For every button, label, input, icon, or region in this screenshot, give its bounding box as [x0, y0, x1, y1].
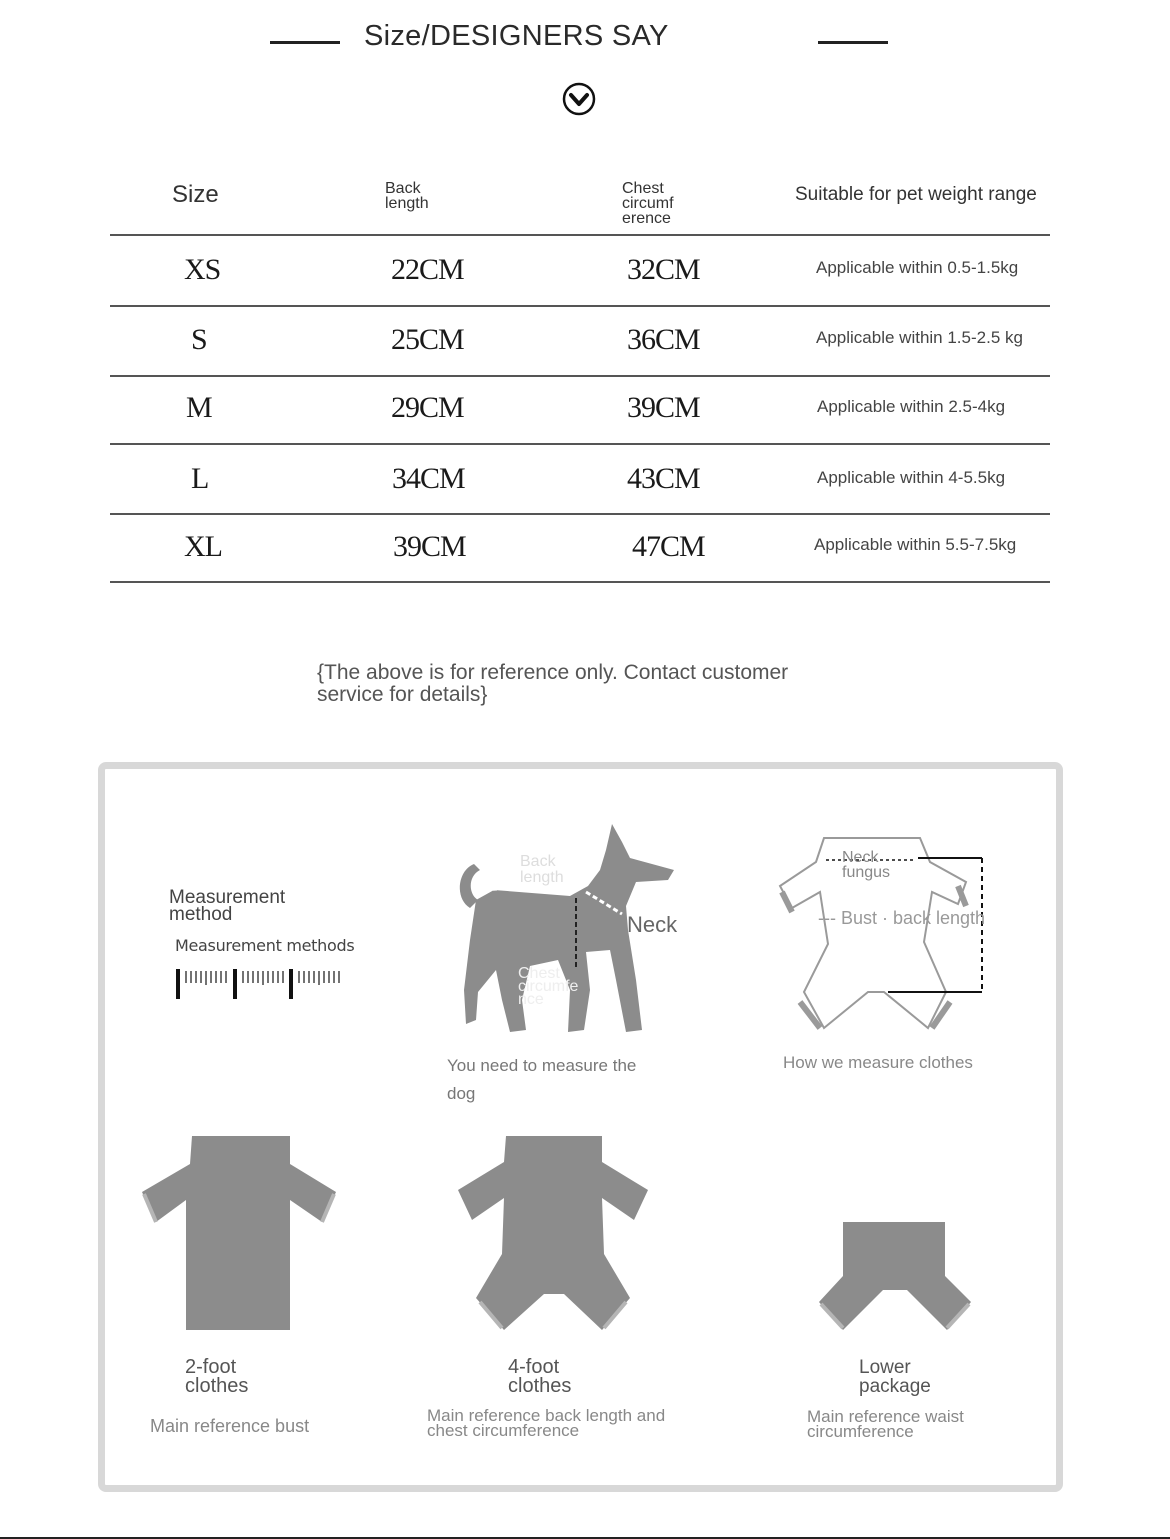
dog-caption: You need to measure the dog — [447, 1056, 637, 1103]
column-header-weight: Suitable for pet weight range — [795, 184, 1037, 205]
four-foot-clothes-icon — [454, 1134, 654, 1334]
cell-size: L — [191, 462, 209, 495]
dog-back-length-label: Back length — [520, 853, 564, 886]
cell-size: XL — [184, 530, 222, 563]
page-title: Size/DESIGNERS SAY — [364, 20, 669, 52]
cell-weight: Applicable within 2.5-4kg — [817, 397, 1006, 416]
cell-chest: 32CM — [627, 253, 700, 286]
cell-size: M — [186, 391, 212, 424]
header-divider-right — [818, 41, 888, 44]
clothes-caption: How we measure clothes — [783, 1053, 973, 1072]
table-rule — [110, 305, 1050, 307]
cell-chest: 43CM — [627, 462, 700, 495]
cell-chest: 36CM — [627, 323, 700, 356]
reference-note: {The above is for reference only. Contact customer service for details} — [317, 661, 789, 706]
cell-back-length: 34CM — [392, 462, 465, 495]
column-header-chest: Chest circumf erence — [622, 180, 674, 227]
column-header-size: Size — [172, 181, 219, 208]
measurement-method-title: Measurement method — [169, 887, 286, 925]
cell-weight: Applicable within 5.5-7.5kg — [814, 535, 1017, 554]
cell-weight: Applicable within 0.5-1.5kg — [816, 258, 1019, 277]
table-rule — [110, 513, 1050, 515]
table-rule — [110, 443, 1050, 445]
four-foot-clothes-title: 4-foot clothes — [508, 1356, 572, 1397]
table-rule — [110, 375, 1050, 377]
cell-weight: Applicable within 4-5.5kg — [817, 468, 1006, 487]
dog-chest-label: Chest circumfe nce — [518, 965, 579, 1008]
cell-back-length: 29CM — [391, 391, 464, 424]
ruler-icon — [174, 967, 344, 999]
cell-back-length: 39CM — [393, 530, 466, 563]
clothes-bust-back-label: --- Bust · back length — [818, 908, 986, 928]
cell-chest: 47CM — [632, 530, 705, 563]
cell-back-length: 22CM — [391, 253, 464, 286]
cell-size: XS — [184, 253, 221, 286]
column-header-back-length: Back length — [385, 180, 429, 212]
cell-weight: Applicable within 1.5-2.5 kg — [816, 328, 1023, 347]
chevron-down-icon — [562, 82, 596, 116]
table-rule — [110, 581, 1050, 583]
lower-package-icon — [815, 1220, 975, 1340]
measurement-methods-label: Measurement methods — [175, 936, 355, 955]
four-foot-clothes-reference: Main reference back length and chest circumference — [427, 1406, 666, 1440]
two-foot-clothes-icon — [142, 1134, 342, 1334]
cell-back-length: 25CM — [391, 323, 464, 356]
cell-size: S — [191, 323, 207, 356]
two-foot-clothes-reference: Main reference bust — [150, 1416, 310, 1436]
two-foot-clothes-title: 2-foot clothes — [185, 1356, 249, 1397]
lower-package-title: Lower package — [859, 1357, 931, 1397]
lower-package-reference: Main reference waist circumference — [807, 1407, 964, 1441]
table-rule — [110, 234, 1050, 236]
dog-neck-label: Neck — [627, 912, 678, 937]
clothes-neck-label: Neck fungus — [842, 849, 891, 881]
header-divider-left — [270, 41, 340, 44]
cell-chest: 39CM — [627, 391, 700, 424]
